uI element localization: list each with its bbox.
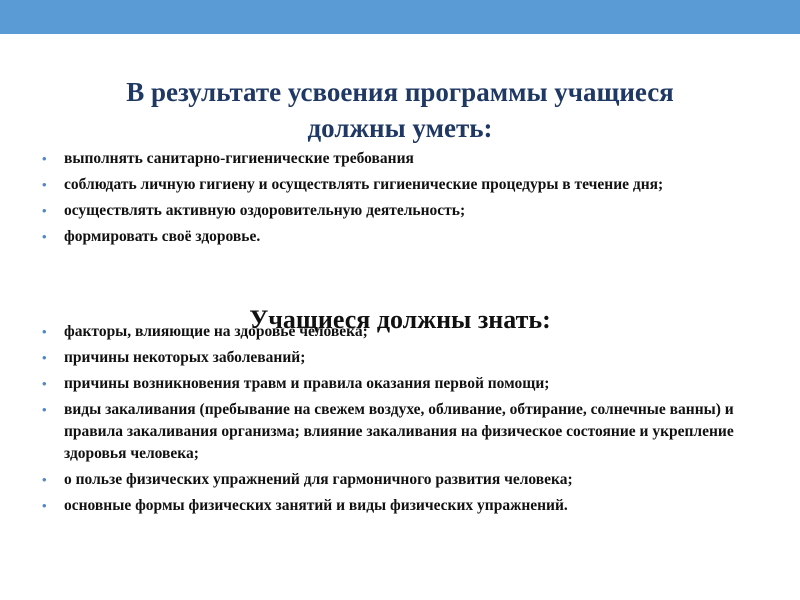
list-item-text: причины некоторых заболеваний; (64, 349, 306, 366)
bullet-icon: • (42, 203, 47, 218)
list-item-text: виды закаливания (пребывание на свежем воздухе, обливание, обтирание, солнечные ванны) и правила закаливания организма; влияние закаливания на физическое состояние и укрепление здоровья человека; (64, 401, 734, 462)
slide-title (40, 74, 760, 146)
list-item (40, 399, 770, 465)
list-item-text: выполнять санитарно-гигиенические требования (64, 150, 414, 167)
list-item-text: соблюдать личную гигиену и осуществлять гигиенические процедуры в течение дня; (64, 176, 664, 193)
bullet-icon: • (42, 324, 47, 339)
top-accent-bar (0, 0, 800, 34)
list-item-text: формировать своё здоровье. (64, 228, 261, 245)
skills-list (40, 148, 770, 252)
list-item-text: осуществлять активную оздоровительную деятельность; (64, 202, 466, 219)
list-item (40, 321, 770, 343)
list-item-text: факторы, влияющие на здоровье человека; (64, 323, 368, 340)
list-item (40, 200, 770, 222)
slide-title-line-2: должны уметь: (307, 113, 493, 144)
slide-title-line-1: В результате усвоения программы учащиеся (126, 77, 674, 108)
list-item (40, 469, 770, 491)
list-item (40, 347, 770, 369)
bullet-icon: • (42, 402, 47, 417)
list-item (40, 495, 770, 517)
list-item (40, 226, 770, 248)
bullet-icon: • (42, 177, 47, 192)
bullet-icon: • (42, 498, 47, 513)
bullet-icon: • (42, 229, 47, 244)
list-item (40, 148, 770, 170)
bullet-icon: • (42, 472, 47, 487)
list-item (40, 174, 770, 196)
list-item-text: о пользе физических упражнений для гармоничного развития человека; (64, 471, 573, 488)
bullet-icon: • (42, 376, 47, 391)
bullet-icon: • (42, 151, 47, 166)
knowledge-list (40, 321, 770, 521)
list-item-text: основные формы физических занятий и виды физических упражнений. (64, 497, 568, 514)
list-item (40, 373, 770, 395)
knowledge-heading: Учащиеся должны знать: (249, 304, 551, 334)
bullet-icon: • (42, 350, 47, 365)
list-item-text: причины возникновения травм и правила оказания первой помощи; (64, 375, 550, 392)
